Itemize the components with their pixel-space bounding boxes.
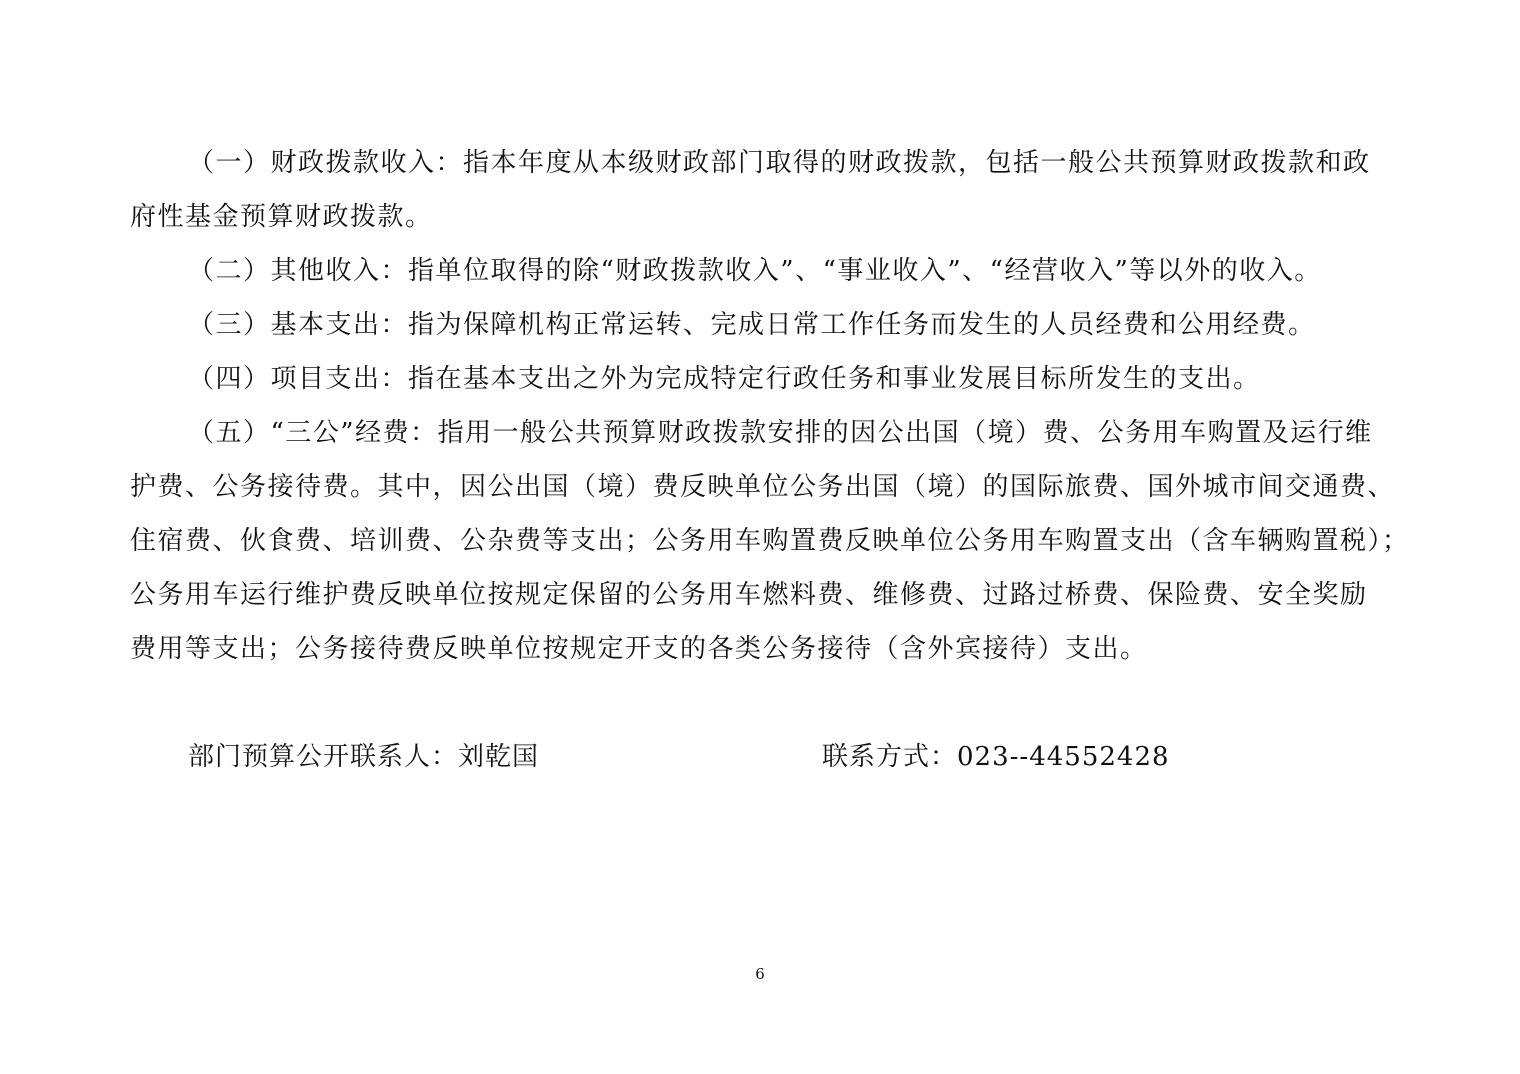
paragraph-1-line-2: 府性基金预算财政拨款。 — [130, 202, 433, 232]
paragraph-1-line-1: （一）财政拨款收入：指本年度从本级财政部门取得的财政拨款，包括一般公共预算财政拨款和政 — [188, 148, 1371, 178]
paragraph-2-line-1: （二）其他收入：指单位取得的除“财政拨款收入”、“事业收入”、“经营收入”等以外的收入。 — [188, 256, 1322, 286]
paragraph-4-line-1: （四）项目支出：指在基本支出之外为完成特定行政任务和事业发展目标所发生的支出。 — [188, 364, 1261, 394]
paragraph-5-line-1: （五）“三公”经费：指用一般公共预算财政拨款安排的因公出国（境）费、公务用车购置及运行维 — [188, 418, 1373, 448]
contact-person: 部门预算公开联系人：刘乾国 — [188, 742, 540, 772]
paragraph-3-line-1: （三）基本支出：指为保障机构正常运转、完成日常工作任务而发生的人员经费和公用经费。 — [188, 310, 1316, 340]
page-number: 6 — [755, 965, 765, 983]
paragraph-5-line-2: 护费、公务接待费。其中，因公出国（境）费反映单位公务出国（境）的国际旅费、国外城市间交通费、 — [130, 472, 1396, 502]
paragraph-5-line-3: 住宿费、伙食费、培训费、公杂费等支出；公务用车购置费反映单位公务用车购置支出（含车辆购置税）； — [130, 526, 1410, 556]
paragraph-5-line-5: 费用等支出；公务接待费反映单位按规定开支的各类公务接待（含外宾接待）支出。 — [130, 634, 1148, 664]
paragraph-5-line-4: 公务用车运行维护费反映单位按规定保留的公务用车燃料费、维修费、过路过桥费、保险费、安全奖励 — [130, 580, 1368, 610]
contact-phone: 联系方式：023--44552428 — [822, 742, 1170, 772]
